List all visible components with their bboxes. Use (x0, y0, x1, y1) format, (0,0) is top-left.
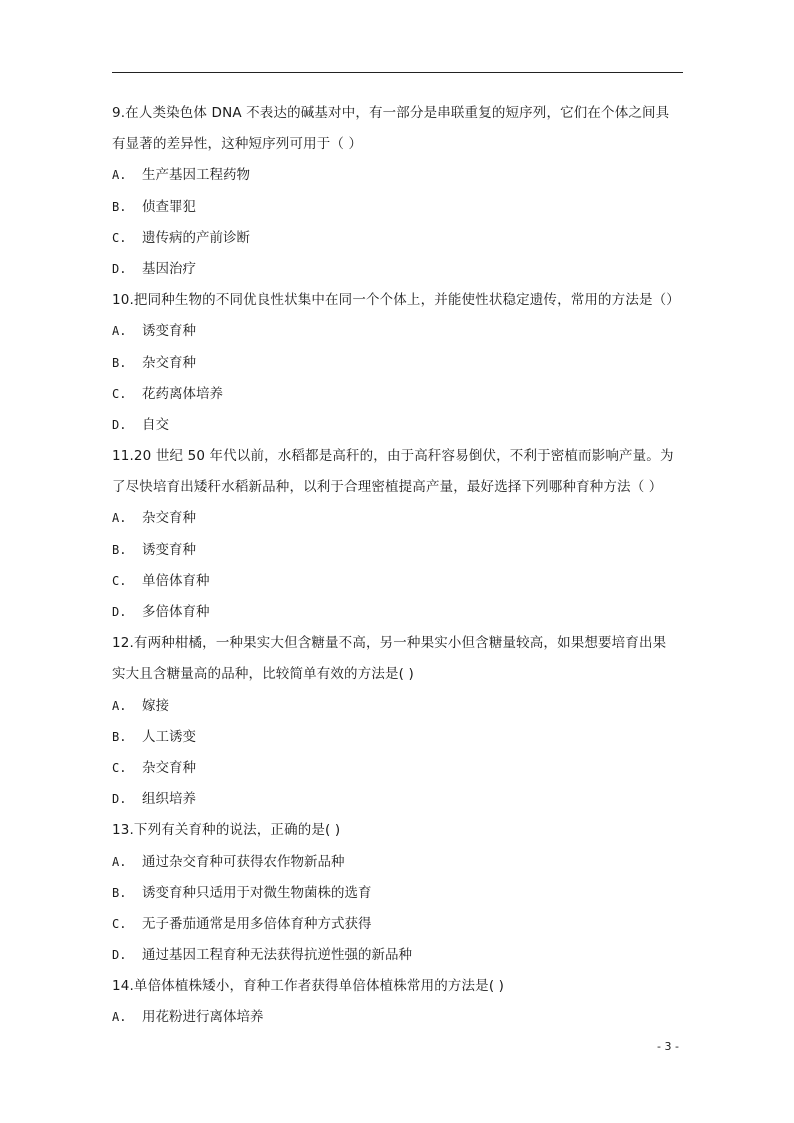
answer-option (112, 316, 687, 347)
question-block (112, 971, 687, 1033)
question-stem-line: 12.有两种柑橘，一种果实大但含糖量不高，另一种果实小但含糖量较高，如果想要培育出果 (112, 635, 667, 652)
option-letter: C. (112, 573, 127, 588)
option-text: 嫁接 (142, 697, 169, 714)
answer-option (112, 348, 687, 379)
option-text: 杂交育种 (142, 354, 196, 371)
option-letter: D. (112, 792, 127, 807)
answer-option (112, 909, 687, 940)
option-letter: B. (112, 199, 127, 214)
question-block (112, 815, 687, 971)
option-text: 诱变育种 (142, 541, 196, 558)
option-text: 遗传病的产前诊断 (142, 229, 250, 246)
option-letter: B. (112, 729, 127, 744)
question-stem-line: 11.20 世纪 50 年代以前，水稻都是高秆的，由于高秆容易倒伏，不利于密植而影响产量。为 (112, 448, 674, 465)
option-text: 基因治疗 (142, 260, 196, 277)
page-number: - 3 - (657, 1040, 679, 1053)
option-text: 用花粉进行离体培养 (142, 1009, 264, 1026)
question-stem-line: 10.把同种生物的不同优良性状集中在同一个个体上，并能使性状稳定遗传，常用的方法是（） (112, 292, 680, 309)
option-text: 单倍体育种 (142, 572, 210, 589)
question-block (112, 628, 687, 815)
question-stem-line: 14.单倍体植株矮小，育种工作者获得单倍体植株常用的方法是( ) (112, 978, 505, 995)
option-text: 通过基因工程育种无法获得抗逆性强的新品种 (142, 947, 412, 964)
option-letter: C. (112, 230, 127, 245)
option-letter: B. (112, 885, 127, 900)
answer-option (112, 160, 687, 191)
option-letter: A. (112, 1010, 127, 1025)
answer-option (112, 878, 687, 909)
option-letter: A. (112, 854, 127, 869)
answer-option (112, 691, 687, 722)
option-letter: B. (112, 355, 127, 370)
answer-option (112, 940, 687, 971)
option-letter: C. (112, 916, 127, 931)
option-letter: D. (112, 605, 127, 619)
answer-option (112, 223, 687, 254)
answer-option (112, 722, 687, 753)
answer-option (112, 503, 687, 534)
option-text: 诱变育种只适用于对微生物菌株的选育 (142, 884, 372, 901)
option-letter: D. (112, 261, 127, 276)
question-list (112, 98, 687, 1034)
question-stem-line: 了尽快培育出矮秆水稻新品种，以利于合理密植提高产量，最好选择下列哪种育种方法（ ） (112, 479, 663, 496)
option-text: 花药离体培养 (142, 385, 223, 402)
answer-option (112, 410, 687, 441)
header-rule (112, 72, 683, 73)
question-stem-line: 有显著的差异性，这种短序列可用于（ ） (112, 136, 363, 153)
option-letter: B. (112, 542, 127, 557)
option-text: 杂交育种 (142, 510, 196, 527)
question-stem-line: 13.下列有关育种的说法，正确的是( ) (112, 822, 341, 839)
option-text: 通过杂交育种可获得农作物新品种 (142, 853, 345, 870)
question-stem-line: 实大且含糖量高的品种，比较简单有效的方法是( ) (112, 666, 414, 683)
answer-option (112, 847, 687, 878)
option-text: 自交 (142, 416, 169, 433)
answer-option (112, 1002, 687, 1033)
option-letter: A. (112, 511, 127, 526)
question-block (112, 98, 687, 285)
option-text: 生产基因工程药物 (142, 167, 250, 184)
option-letter: D. (112, 417, 127, 432)
option-text: 侦查罪犯 (142, 198, 196, 215)
answer-option (112, 254, 687, 285)
question-block (112, 285, 687, 441)
answer-option (112, 597, 687, 628)
option-letter: D. (112, 948, 127, 963)
answer-option (112, 379, 687, 410)
option-text: 无子番茄通常是用多倍体育种方式获得 (142, 915, 372, 932)
option-text: 人工诱变 (142, 728, 196, 745)
option-letter: C. (112, 760, 127, 775)
question-block (112, 441, 687, 628)
option-text: 诱变育种 (142, 323, 196, 340)
answer-option (112, 192, 687, 223)
option-letter: A. (112, 698, 127, 713)
option-letter: A. (112, 168, 127, 183)
option-letter: A. (112, 324, 127, 339)
answer-option (112, 784, 687, 815)
question-stem-line: 9.在人类染色体 DNA 不表达的碱基对中，有一部分是串联重复的短序列，它们在个体之间具 (112, 105, 670, 121)
option-letter: C. (112, 386, 127, 401)
answer-option (112, 753, 687, 784)
option-text: 组织培养 (142, 791, 196, 808)
option-text: 杂交育种 (142, 759, 196, 776)
answer-option (112, 566, 687, 597)
answer-option (112, 535, 687, 566)
option-text: 多倍体育种 (142, 604, 210, 620)
